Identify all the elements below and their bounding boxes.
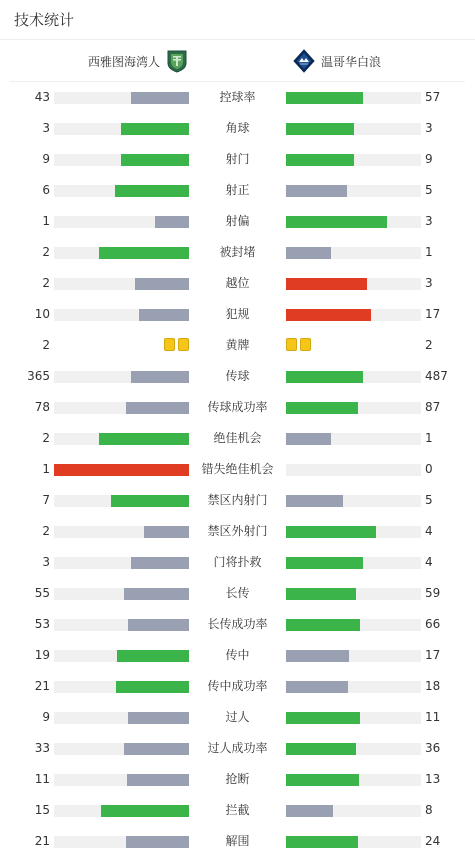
home-stat-bar xyxy=(131,557,189,569)
away-stat-bar-track xyxy=(286,557,421,569)
stat-label: 错失绝佳机会 xyxy=(201,462,274,476)
away-stat-value: 2 xyxy=(425,338,433,352)
stat-label: 长传 xyxy=(225,586,250,600)
home-team-name: 西雅图海湾人 xyxy=(87,54,160,69)
home-stat-bar-track xyxy=(54,371,189,383)
home-stat-value: 11 xyxy=(34,772,50,786)
away-stat-bar-track xyxy=(286,371,421,383)
home-stat-bar-track xyxy=(54,123,189,135)
home-stat-value: 2 xyxy=(42,338,50,352)
away-stat-bar-track xyxy=(286,681,421,693)
yellow-card-icon xyxy=(300,338,311,351)
away-stat-bar-track xyxy=(286,588,421,600)
home-team[interactable] xyxy=(88,49,188,73)
home-stat-bar xyxy=(144,526,189,538)
home-stat-bar-track xyxy=(54,743,189,755)
away-stat-value: 59 xyxy=(425,586,441,600)
home-stat-bar-track xyxy=(54,650,189,662)
home-stat-bar xyxy=(115,185,189,197)
away-stat-value: 3 xyxy=(425,214,433,228)
home-stat-bar xyxy=(121,123,189,135)
stat-label: 传中成功率 xyxy=(207,679,268,693)
stat-row xyxy=(0,423,475,454)
stat-row xyxy=(0,795,475,826)
stat-row xyxy=(0,702,475,733)
away-stat-value: 13 xyxy=(425,772,441,786)
away-stat-bar xyxy=(286,774,359,786)
home-stat-bar-track xyxy=(54,185,189,197)
away-stat-value: 4 xyxy=(425,555,433,569)
home-stat-bar-track xyxy=(54,433,189,445)
away-stat-bar-track xyxy=(286,278,421,290)
away-stat-value: 24 xyxy=(425,834,441,848)
home-stat-bar xyxy=(128,619,189,631)
stats-header xyxy=(0,0,475,40)
away-stat-value: 1 xyxy=(425,431,433,445)
stat-row xyxy=(0,609,475,640)
home-stat-bar-track xyxy=(54,557,189,569)
away-stat-bar xyxy=(286,805,333,817)
home-stat-value: 9 xyxy=(42,710,50,724)
away-stat-bar-track xyxy=(286,92,421,104)
home-stat-bar xyxy=(126,836,189,848)
away-stat-value: 57 xyxy=(425,90,441,104)
stat-row xyxy=(0,113,475,144)
stat-row xyxy=(0,237,475,268)
stat-row xyxy=(0,361,475,392)
home-stat-bar xyxy=(135,278,189,290)
stat-row xyxy=(0,516,475,547)
page-title: 技术统计 xyxy=(14,11,75,29)
away-stat-bar-track xyxy=(286,185,421,197)
stat-row xyxy=(0,268,475,299)
home-stat-bar xyxy=(54,464,189,476)
away-stat-bar xyxy=(286,433,331,445)
home-stat-bar-track xyxy=(54,216,189,228)
home-stat-value: 21 xyxy=(34,834,50,848)
stat-row xyxy=(0,330,475,361)
away-stat-bar-track xyxy=(286,433,421,445)
away-team-name: 温哥华白浪 xyxy=(321,54,382,69)
home-stat-bar-track xyxy=(54,464,189,476)
stat-row xyxy=(0,454,475,485)
away-stat-value: 17 xyxy=(425,648,441,662)
away-stat-value: 4 xyxy=(425,524,433,538)
home-stat-bar-track xyxy=(54,495,189,507)
home-stat-bar-track xyxy=(54,154,189,166)
away-stat-bar xyxy=(286,402,358,414)
away-yellow-cards xyxy=(286,338,311,351)
away-stat-bar xyxy=(286,557,363,569)
stat-label: 被封堵 xyxy=(219,245,256,259)
home-stat-bar xyxy=(121,154,189,166)
stat-row xyxy=(0,82,475,113)
away-stat-bar xyxy=(286,154,354,166)
home-stat-bar xyxy=(131,371,189,383)
stat-label: 射门 xyxy=(225,152,250,166)
yellow-card-icon xyxy=(164,338,175,351)
stat-label: 传球成功率 xyxy=(207,400,268,414)
away-stat-bar xyxy=(286,92,363,104)
away-stat-bar xyxy=(286,712,360,724)
stat-row xyxy=(0,671,475,702)
home-stat-value: 10 xyxy=(34,307,50,321)
stat-label: 越位 xyxy=(225,276,250,290)
home-stat-bar-track xyxy=(54,619,189,631)
home-stat-bar xyxy=(155,216,189,228)
away-stat-bar-track xyxy=(286,805,421,817)
away-stat-bar xyxy=(286,836,358,848)
home-stat-bar-track xyxy=(54,774,189,786)
stat-label: 射偏 xyxy=(225,214,250,228)
away-stat-bar-track xyxy=(286,712,421,724)
stat-row xyxy=(0,392,475,423)
vancouver-whitecaps-crest-icon xyxy=(293,49,315,73)
away-stat-value: 5 xyxy=(425,183,433,197)
home-stat-bar xyxy=(99,433,189,445)
home-stat-value: 53 xyxy=(34,617,50,631)
home-stat-value: 2 xyxy=(42,276,50,290)
away-stat-bar-track xyxy=(286,464,421,476)
home-stat-bar-track xyxy=(54,402,189,414)
home-yellow-cards xyxy=(164,338,189,351)
home-stat-value: 2 xyxy=(42,245,50,259)
home-stat-value: 78 xyxy=(34,400,50,414)
away-stat-bar-track xyxy=(286,309,421,321)
away-stat-bar xyxy=(286,185,347,197)
away-stat-bar xyxy=(286,650,349,662)
away-stat-value: 8 xyxy=(425,803,433,817)
home-stat-value: 43 xyxy=(34,90,50,104)
away-stat-bar xyxy=(286,123,354,135)
away-stat-bar-track xyxy=(286,526,421,538)
home-stat-bar xyxy=(101,805,189,817)
stat-label: 射正 xyxy=(225,183,250,197)
home-stat-bar-track xyxy=(54,805,189,817)
away-stat-value: 17 xyxy=(425,307,441,321)
home-stat-value: 7 xyxy=(42,493,50,507)
home-stat-bar-track xyxy=(54,92,189,104)
away-stat-bar xyxy=(286,278,367,290)
stat-label: 拦截 xyxy=(225,803,250,817)
away-stat-bar-track xyxy=(286,154,421,166)
away-stat-bar xyxy=(286,588,356,600)
stat-label: 禁区内射门 xyxy=(207,493,268,507)
home-stat-value: 6 xyxy=(42,183,50,197)
away-stat-bar xyxy=(286,371,363,383)
stat-row xyxy=(0,144,475,175)
stat-row xyxy=(0,299,475,330)
home-stat-bar xyxy=(128,712,189,724)
home-stat-bar-track xyxy=(54,836,189,848)
stat-label: 过人成功率 xyxy=(207,741,268,755)
stat-row xyxy=(0,547,475,578)
away-stat-bar xyxy=(286,495,343,507)
stat-row xyxy=(0,578,475,609)
home-stat-value: 1 xyxy=(42,462,50,476)
away-stat-bar-track xyxy=(286,216,421,228)
seattle-sounders-crest-icon xyxy=(166,49,188,73)
away-stat-value: 87 xyxy=(425,400,441,414)
away-stat-value: 0 xyxy=(425,462,433,476)
stat-label: 角球 xyxy=(225,121,250,135)
stat-row xyxy=(0,640,475,671)
home-stat-value: 1 xyxy=(42,214,50,228)
home-stat-bar-track xyxy=(54,681,189,693)
home-stat-bar xyxy=(131,92,189,104)
yellow-card-icon xyxy=(286,338,297,351)
home-stat-bar-track xyxy=(54,278,189,290)
home-stat-value: 3 xyxy=(42,121,50,135)
stat-label: 禁区外射门 xyxy=(207,524,268,538)
home-stat-bar xyxy=(99,247,189,259)
stat-row xyxy=(0,826,475,857)
home-stat-bar xyxy=(117,650,189,662)
stat-label: 绝佳机会 xyxy=(213,431,262,445)
away-stat-bar-track xyxy=(286,650,421,662)
home-stat-value: 2 xyxy=(42,524,50,538)
teams-bar xyxy=(10,40,465,82)
stat-label: 过人 xyxy=(225,710,250,724)
away-stat-bar-track xyxy=(286,247,421,259)
stat-label: 犯规 xyxy=(225,307,250,321)
away-stat-value: 3 xyxy=(425,121,433,135)
home-stat-bar xyxy=(127,774,189,786)
home-stat-value: 21 xyxy=(34,679,50,693)
away-stat-value: 5 xyxy=(425,493,433,507)
stat-label: 抢断 xyxy=(225,772,250,786)
away-stat-value: 11 xyxy=(425,710,441,724)
away-stat-bar-track xyxy=(286,836,421,848)
away-stat-value: 9 xyxy=(425,152,433,166)
away-stat-bar xyxy=(286,247,331,259)
home-stat-value: 365 xyxy=(27,369,50,383)
home-stat-bar-track xyxy=(54,712,189,724)
home-stat-value: 15 xyxy=(34,803,50,817)
home-stat-value: 2 xyxy=(42,431,50,445)
home-stat-bar xyxy=(139,309,189,321)
away-stat-value: 18 xyxy=(425,679,441,693)
away-stat-bar xyxy=(286,526,376,538)
yellow-card-icon xyxy=(178,338,189,351)
home-stat-bar xyxy=(126,402,189,414)
away-stat-bar-track xyxy=(286,123,421,135)
home-stat-bar xyxy=(111,495,189,507)
stat-label: 黄牌 xyxy=(225,338,250,352)
away-stat-bar xyxy=(286,681,348,693)
home-stat-bar xyxy=(116,681,189,693)
stats-list xyxy=(0,82,475,857)
stat-row xyxy=(0,733,475,764)
home-stat-bar-track xyxy=(54,526,189,538)
away-stat-value: 66 xyxy=(425,617,441,631)
away-stat-value: 36 xyxy=(425,741,441,755)
away-team[interactable] xyxy=(293,49,381,73)
stat-row xyxy=(0,764,475,795)
away-stat-bar-track xyxy=(286,619,421,631)
away-stat-value: 1 xyxy=(425,245,433,259)
stat-label: 长传成功率 xyxy=(207,617,268,631)
home-stat-value: 55 xyxy=(34,586,50,600)
home-stat-bar-track xyxy=(54,247,189,259)
away-stat-bar xyxy=(286,743,356,755)
home-stat-bar xyxy=(124,588,189,600)
away-stat-bar-track xyxy=(286,495,421,507)
home-stat-value: 33 xyxy=(34,741,50,755)
away-stat-bar xyxy=(286,309,371,321)
away-stat-bar-track xyxy=(286,774,421,786)
stat-row xyxy=(0,175,475,206)
away-stat-value: 3 xyxy=(425,276,433,290)
home-stat-bar-track xyxy=(54,588,189,600)
home-stat-value: 19 xyxy=(34,648,50,662)
away-stat-bar-track xyxy=(286,402,421,414)
away-stat-bar xyxy=(286,216,387,228)
stat-row xyxy=(0,206,475,237)
stat-label: 控球率 xyxy=(219,90,256,104)
stat-label: 传中 xyxy=(225,648,250,662)
home-stat-value: 9 xyxy=(42,152,50,166)
away-stat-bar-track xyxy=(286,743,421,755)
home-stat-value: 3 xyxy=(42,555,50,569)
stat-row xyxy=(0,485,475,516)
stat-label: 传球 xyxy=(225,369,250,383)
stat-label: 门将扑救 xyxy=(213,555,262,569)
stat-label: 解围 xyxy=(225,834,250,848)
home-stat-bar-track xyxy=(54,309,189,321)
away-stat-value: 487 xyxy=(425,369,448,383)
away-stat-bar xyxy=(286,619,360,631)
home-stat-bar xyxy=(124,743,189,755)
